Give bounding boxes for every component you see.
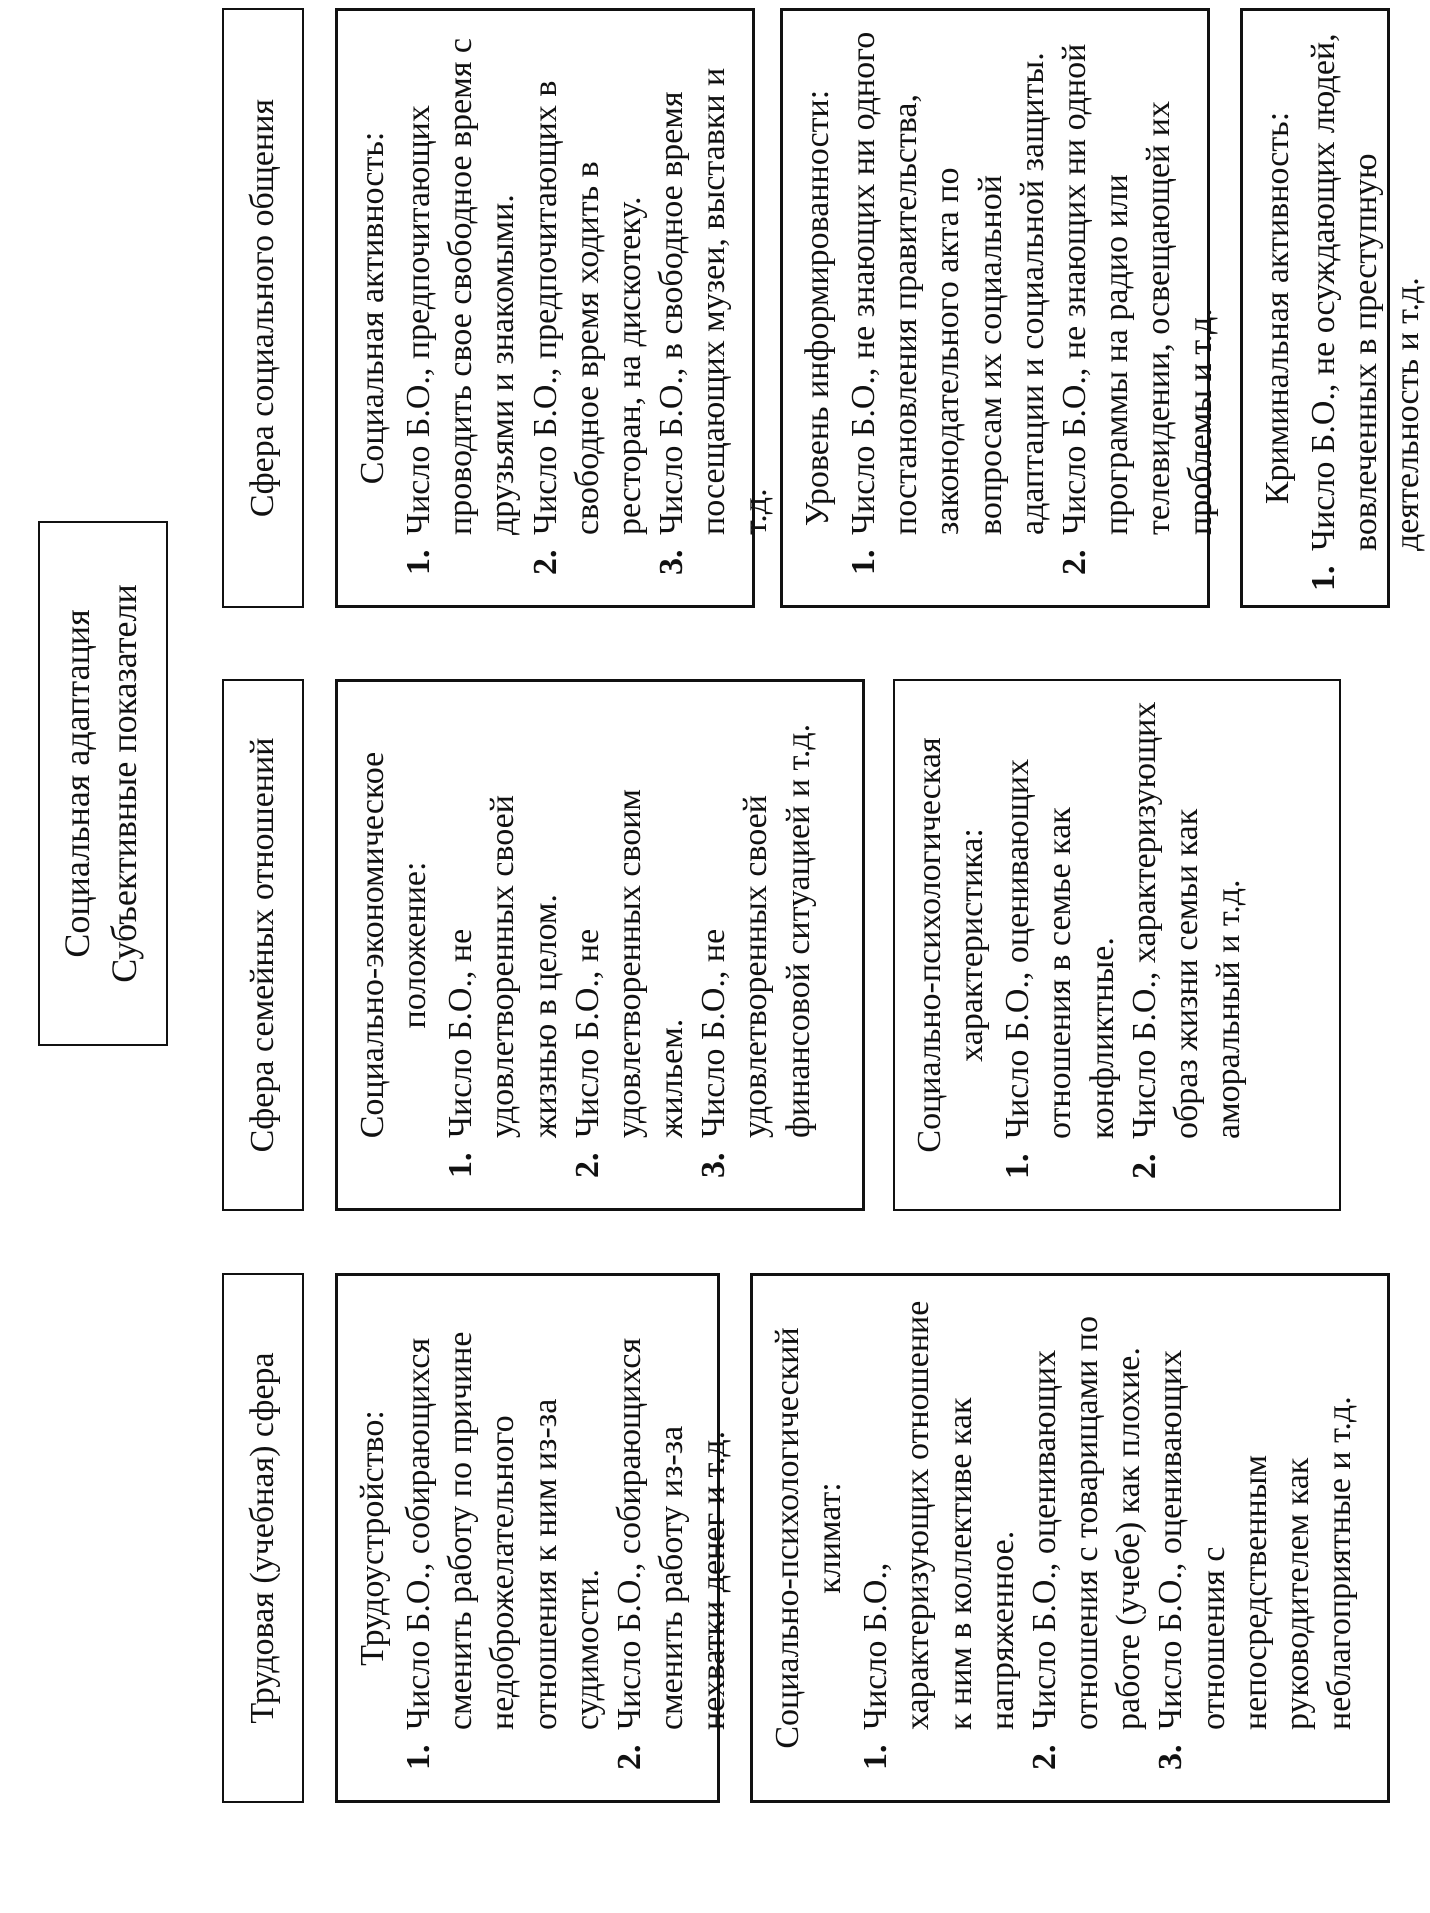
box-socio-psych-characteristics bbox=[893, 679, 1341, 1211]
list-item: 1. Число Б.О., не знающих ни одного постановления правительства, законодательного акта по вопросам их социальной адаптации и социальной защиты. bbox=[843, 29, 1054, 541]
box-social-activity-title: Социальная активность: bbox=[354, 131, 391, 485]
box-criminal-activity-list bbox=[1303, 29, 1429, 587]
list-item: 3. Число Б.О., в свободное время посещающих музеи, выставки и т.д. bbox=[651, 29, 777, 541]
list-item: 2. Число Б.О., предпочитающих в свободное время ходить в ресторан, на дискотеку. bbox=[525, 29, 651, 541]
box-socio-economic-title: Социально-экономическое положение: bbox=[354, 751, 434, 1139]
box-employment-list bbox=[398, 1294, 735, 1782]
box-socio-psych-climate-list bbox=[855, 1294, 1361, 1782]
list-item: 2. Число Б.О., оценивающих отношения с товарищами по работе (учебе) как плохие. bbox=[1024, 1294, 1150, 1736]
column-header-family-text: Сфера семейных отношений bbox=[243, 737, 281, 1153]
column-header-family bbox=[222, 679, 304, 1211]
box-awareness-title: Уровень информированности: bbox=[799, 89, 836, 527]
box-criminal-activity-title: Криминальная активность: bbox=[1259, 111, 1296, 505]
column-header-labor bbox=[222, 1273, 304, 1803]
box-employment bbox=[335, 1273, 733, 1803]
list-item: 1. Число Б.О., характеризующих отношение к ним в коллективе как напряженное. bbox=[855, 1294, 1024, 1736]
box-social-activity-list bbox=[398, 29, 777, 587]
list-item: 3. Число Б.О., оценивающих отношения с непосредственным руководителем как неблагоприятные и т.д. bbox=[1150, 1294, 1361, 1736]
box-socio-economic-list bbox=[440, 700, 819, 1190]
list-item: 1. Число Б.О., не осуждающих людей, вовлеченных в преступную деятельность и т.д. bbox=[1303, 29, 1429, 557]
column-header-social-text: Сфера социального общения bbox=[243, 98, 281, 518]
list-item: 1. Число Б.О., предпочитающих проводить свое свободное время с друзьями и знакомыми. bbox=[398, 29, 524, 541]
list-item: 2. Число Б.О., не знающих ни одной программы на радио или телевидении, освещающей их проблемы и т.д. bbox=[1054, 29, 1223, 541]
main-title-box bbox=[38, 521, 168, 1046]
list-item: 1. Число Б.О., собирающихся сменить работу по причине недоброжелательного отношения к ним из-за судимости. bbox=[398, 1294, 609, 1736]
box-awareness-list bbox=[843, 29, 1222, 587]
box-awareness bbox=[780, 8, 1220, 608]
list-item: 2. Число Б.О., собирающихся сменить работу из-за нехватки денег и т.д. bbox=[609, 1294, 735, 1736]
list-item: 1. Число Б.О., не удовлетворенных своей жизнью в целом. bbox=[440, 700, 566, 1144]
box-socio-psych-climate bbox=[750, 1273, 1390, 1803]
box-socio-psych-characteristics-title: Социально-психологическая характеристика: bbox=[911, 737, 991, 1153]
box-social-activity bbox=[335, 8, 775, 608]
box-criminal-activity bbox=[1240, 8, 1427, 608]
box-socio-psych-characteristics-list bbox=[997, 699, 1250, 1191]
list-item: 2. Число Б.О., характеризующих образ жизни семьи как аморальный и т.д. bbox=[1124, 699, 1250, 1145]
list-item: 3. Число Б.О., не удовлетворенных своей финансовой ситуацией и т.д. bbox=[693, 700, 819, 1144]
list-item: 1. Число Б.О., оценивающих отношения в семье как конфликтные. bbox=[997, 699, 1123, 1145]
column-header-labor-text: Трудовая (учебная) сфера bbox=[243, 1352, 281, 1724]
column-header-social bbox=[222, 8, 304, 608]
box-socio-psych-climate-title: Социально-психологический климат: bbox=[769, 1327, 849, 1749]
main-title-line1: Социальная адаптация bbox=[57, 609, 97, 958]
box-employment-title: Трудоустройство: bbox=[354, 1410, 391, 1666]
list-item: 2. Число Б.О., не удовлетворенных своим жильем. bbox=[567, 700, 693, 1144]
box-socio-economic bbox=[335, 679, 865, 1211]
main-title-line2: Субъективные показатели bbox=[103, 584, 144, 983]
